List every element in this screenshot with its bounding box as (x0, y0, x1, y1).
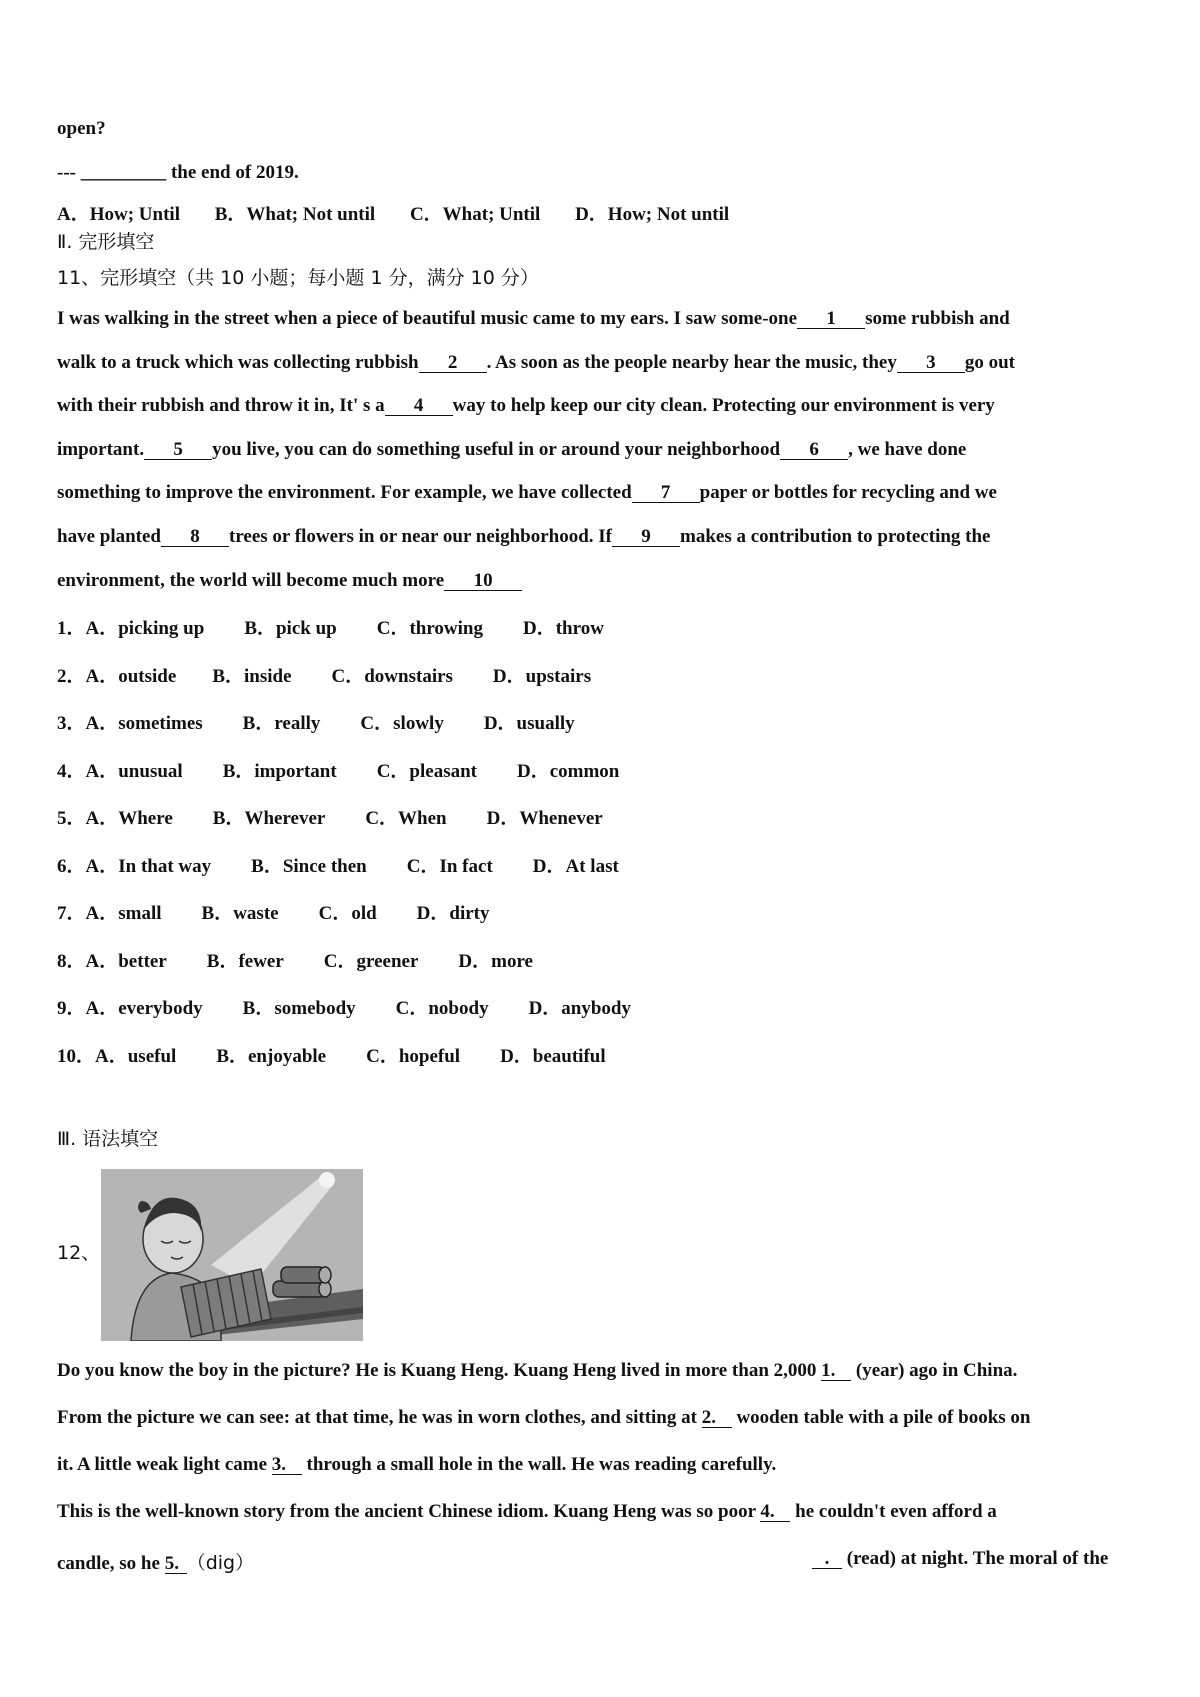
choice-row-10 (57, 1041, 606, 1068)
q10-line2: --- _________ the end of 2019. (57, 162, 299, 183)
q10-line1: open? (57, 118, 106, 139)
choice-option-d[interactable]: D．anybody (528, 998, 632, 1019)
cloze-blank-9: 9 (612, 528, 680, 547)
q10-option-b: B．What; Not until (214, 204, 376, 225)
choice-option-c[interactable]: C．throwing (376, 618, 483, 639)
choice-option-d[interactable]: D．common (517, 760, 620, 782)
choice-row-1 (57, 613, 604, 640)
choice-option-b[interactable]: B．Wherever (212, 808, 326, 829)
grammar-blank-6: . (812, 1550, 842, 1569)
choice-option-d[interactable]: D．Whenever (486, 808, 603, 829)
choice-option-a[interactable]: A．In that way (85, 855, 212, 877)
choice-number: 9． (57, 998, 86, 1019)
choice-option-d[interactable]: D．beautiful (500, 1045, 606, 1067)
kuang-heng-reading-illustration (101, 1169, 363, 1341)
grammar-blank-1: 1. (821, 1362, 851, 1381)
choice-option-c[interactable]: C．slowly (360, 713, 444, 734)
q10-option-a: A．How; Until (57, 204, 180, 225)
grammar-blank-4: 4. (760, 1503, 790, 1522)
choice-option-b[interactable]: B．pick up (244, 618, 337, 639)
choice-option-c[interactable]: C．pleasant (376, 760, 477, 782)
choice-option-a[interactable]: A．picking up (85, 618, 205, 639)
choice-number: 8． (57, 950, 86, 972)
passage-line-7: environment, the world will become much more 10 (57, 570, 522, 592)
choice-row-9 (57, 993, 631, 1020)
choice-option-a[interactable]: A．everybody (85, 998, 203, 1019)
choice-option-d[interactable]: D．throw (523, 618, 604, 639)
cloze-blank-7: 7 (632, 484, 700, 503)
section-2-title: Ⅱ. 完形填空 (57, 231, 155, 253)
cloze-blank-4: 4 (385, 397, 453, 416)
choice-option-b[interactable]: B．important (222, 760, 337, 782)
choice-number: 3． (57, 713, 86, 734)
choice-row-2 (57, 661, 591, 688)
q10-blank: _________ (80, 162, 167, 183)
choice-option-d[interactable]: D．At last (532, 855, 619, 877)
grammar-blank-5: 5. (165, 1555, 187, 1574)
q12-line-5-right: . (read) at night. The moral of the (812, 1548, 1108, 1570)
choice-option-a[interactable]: A．unusual (85, 760, 183, 782)
q10-option-c: C．What; Until (409, 204, 541, 225)
choice-option-c[interactable]: C．When (365, 808, 447, 829)
cloze-blank-2: 2 (419, 354, 487, 373)
passage-line-1: I was walking in the street when a piece of beautiful music came to my ears. I saw some-one 1 some rubbish and (57, 308, 1010, 329)
grammar-blank-2: 2. (702, 1409, 732, 1428)
choice-number: 6． (57, 855, 86, 877)
q11-heading: 11、完形填空（共 10 小题；每小题 1 分，满分 10 分） (57, 267, 539, 289)
q12-number: 12、 (57, 1242, 101, 1264)
choice-row-3 (57, 708, 575, 735)
cloze-blank-5: 5 (144, 441, 212, 460)
choice-row-6 (57, 851, 619, 878)
cloze-blank-3: 3 (897, 354, 965, 373)
q12-line-1: Do you know the boy in the picture? He is Kuang Heng. Kuang Heng lived in more than 2,000 1. (year) ago in China. (57, 1360, 1018, 1381)
cloze-blank-8: 8 (161, 528, 229, 547)
choice-option-b[interactable]: B．fewer (206, 950, 284, 972)
choice-option-b[interactable]: B．somebody (242, 998, 356, 1019)
choice-row-5 (57, 803, 603, 830)
q10-option-d: D．How; Not until (575, 204, 730, 225)
choice-number: 2． (57, 665, 86, 687)
cloze-blank-10: 10 (444, 572, 522, 591)
choice-option-c[interactable]: C．old (318, 903, 377, 924)
choice-number: 7． (57, 903, 86, 924)
choice-option-c[interactable]: C．In fact (406, 855, 493, 877)
choice-option-a[interactable]: A．better (85, 950, 167, 972)
choice-row-8 (57, 946, 533, 973)
choice-option-c[interactable]: C．nobody (395, 998, 489, 1019)
choice-option-c[interactable]: C．hopeful (366, 1045, 461, 1067)
q12-line-2: From the picture we can see: at that time, he was in worn clothes, and sitting at 2. wooden table with a pile of books on (57, 1407, 1031, 1428)
choice-option-c[interactable]: C．downstairs (331, 665, 453, 687)
cloze-blank-1: 1 (797, 310, 865, 329)
choice-option-a[interactable]: A．outside (85, 665, 177, 687)
passage-line-5: something to improve the environment. For example, we have collected 7 paper or bottles for recycling and we (57, 482, 997, 503)
q12-line-4: This is the well-known story from the ancient Chinese idiom. Kuang Heng was so poor 4. he couldn't even afford a (57, 1501, 997, 1522)
choice-option-d[interactable]: D．more (458, 950, 533, 972)
choice-option-d[interactable]: D．upstairs (492, 665, 592, 687)
choice-number: 10． (57, 1045, 96, 1067)
choice-option-a[interactable]: A．small (85, 903, 162, 924)
choice-number: 5． (57, 808, 86, 829)
choice-option-a[interactable]: A．Where (85, 808, 173, 829)
passage-line-2: walk to a truck which was collecting rubbish 2 . As soon as the people nearby hear the music, they 3 go out (57, 352, 1015, 373)
choice-option-a[interactable]: A．useful (95, 1045, 177, 1067)
grammar-blank-3: 3. (272, 1456, 302, 1475)
section-3-title: Ⅲ. 语法填空 (57, 1128, 159, 1150)
choice-option-d[interactable]: D．dirty (416, 903, 490, 924)
cloze-blank-6: 6 (780, 441, 848, 460)
choice-option-c[interactable]: C．greener (323, 950, 419, 972)
choice-number: 1． (57, 618, 86, 639)
choice-option-b[interactable]: B．enjoyable (216, 1045, 327, 1067)
choice-option-b[interactable]: B．Since then (251, 855, 367, 877)
choice-option-b[interactable]: B．inside (212, 665, 292, 687)
choice-number: 4． (57, 760, 86, 782)
choice-option-b[interactable]: B．really (242, 713, 321, 734)
choice-row-4 (57, 756, 619, 783)
passage-line-4: important. 5 you live, you can do something useful in or around your neighborhood 6 , we have done (57, 439, 967, 460)
choice-option-a[interactable]: A．sometimes (85, 713, 203, 734)
choice-option-d[interactable]: D．usually (483, 713, 575, 734)
q10-options (57, 199, 729, 226)
q12-line-3: it. A little weak light came 3. through a small hole in the wall. He was reading carefully. (57, 1454, 777, 1475)
choice-row-7 (57, 898, 490, 925)
q12-line-5: candle, so he 5. （dig） (57, 1552, 255, 1574)
passage-line-6: have planted 8 trees or flowers in or near our neighborhood. If 9 makes a contribution to protecting the (57, 526, 991, 547)
choice-option-b[interactable]: B．waste (201, 903, 279, 924)
passage-line-3: with their rubbish and throw it in, It' s a 4 way to help keep our city clean. Protecting our environment is very (57, 395, 995, 416)
